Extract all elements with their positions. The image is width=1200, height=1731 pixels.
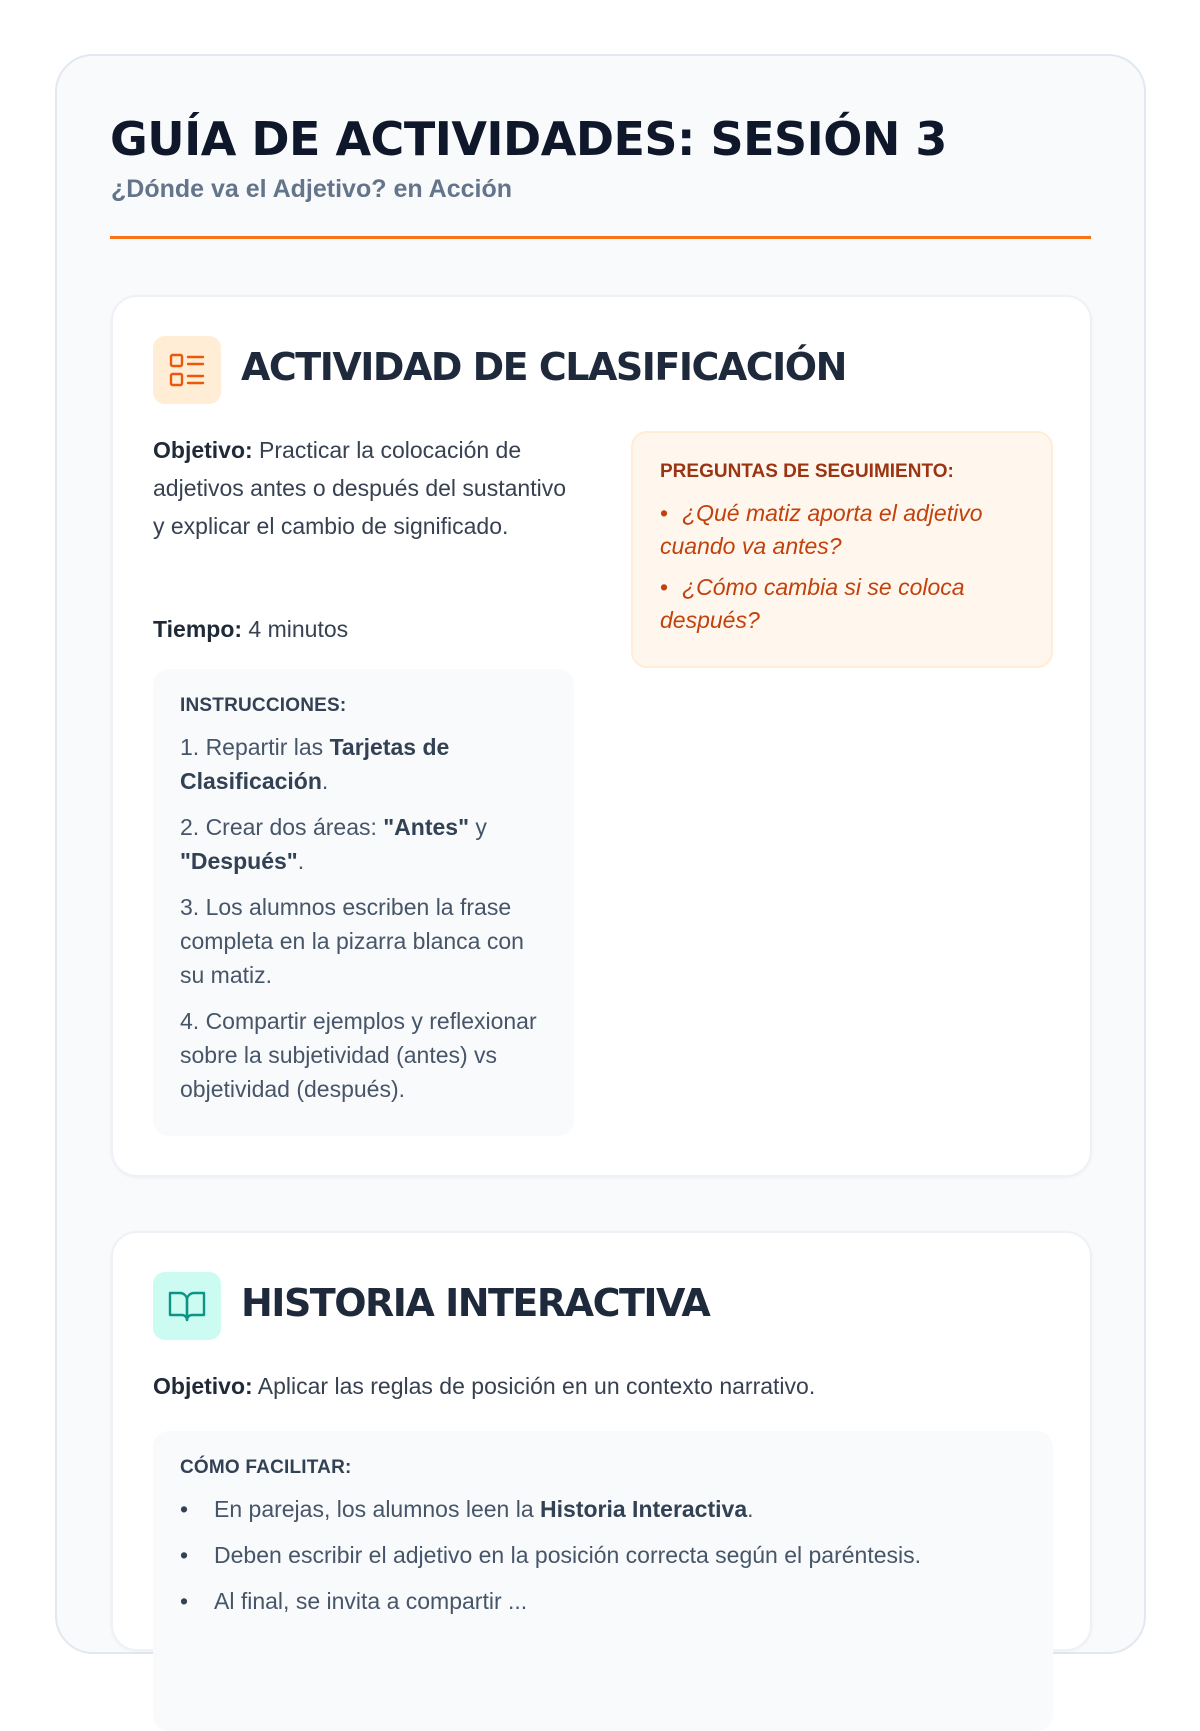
time-text: Tiempo: 4 minutos [153, 616, 349, 642]
follow-up-question: • ¿Cómo cambia si se coloca después? [660, 574, 965, 633]
facilitation-heading: CÓMO FACILITAR: [180, 1457, 352, 1478]
bullet-icon: • [180, 1588, 189, 1614]
instructions-box [153, 669, 574, 1136]
follow-up-heading: PREGUNTAS DE SEGUIMIENTO: [660, 461, 954, 482]
classification-activity-card [111, 295, 1092, 1177]
instruction-item: 4. Compartir ejemplos y reflexionar sobre la subjetividad (antes) vs objetividad (después). [180, 1008, 537, 1102]
facilitation-box [153, 1431, 1053, 1731]
instructions-heading: INSTRUCCIONES: [180, 695, 347, 716]
page-title: GUÍA DE ACTIVIDADES: SESIÓN 3 [110, 112, 947, 166]
bullet-icon: • [180, 1542, 189, 1568]
section-title: ACTIVIDAD DE CLASIFICACIÓN [241, 345, 846, 389]
list-icon [153, 336, 221, 404]
bullet-icon: • [660, 574, 669, 600]
follow-up-questions-box [631, 431, 1053, 668]
objective-label: Objetivo: [153, 437, 253, 463]
interactive-story-card [111, 1231, 1092, 1651]
book-open-icon [153, 1272, 221, 1340]
section-title: HISTORIA INTERACTIVA [241, 1281, 710, 1325]
facilitation-item: • Al final, se invita a compartir ... [180, 1584, 1029, 1618]
objective-text: Objetivo: Practicar la colocación de adjetivos antes o después del sustantivo y explicar el cambio de significado. [153, 437, 566, 539]
instruction-item: 3. Los alumnos escriben la frase completa en la pizarra blanca con su matiz. [180, 894, 524, 988]
instruction-item: 1. Repartir las Tarjetas de Clasificación. [180, 734, 450, 794]
facilitation-item: • Deben escribir el adjetivo en la posición correcta según el paréntesis. [180, 1538, 1029, 1572]
bullet-icon: • [660, 500, 669, 526]
follow-up-question: • ¿Qué matiz aporta el adjetivo cuando va antes? [660, 500, 983, 559]
objective-text: Objetivo: Aplicar las reglas de posición en un contexto narrativo. [153, 1373, 816, 1399]
bullet-icon: • [180, 1496, 189, 1522]
time-label: Tiempo: [153, 616, 243, 642]
facilitation-item: • En parejas, los alumnos leen la Historia Interactiva. [180, 1492, 1029, 1526]
title-divider [110, 236, 1091, 239]
objective-label: Objetivo: [153, 1373, 253, 1399]
page-subtitle: ¿Dónde va el Adjetivo? en Acción [111, 175, 512, 203]
instruction-item: 2. Crear dos áreas: "Antes" y "Después". [180, 814, 487, 874]
